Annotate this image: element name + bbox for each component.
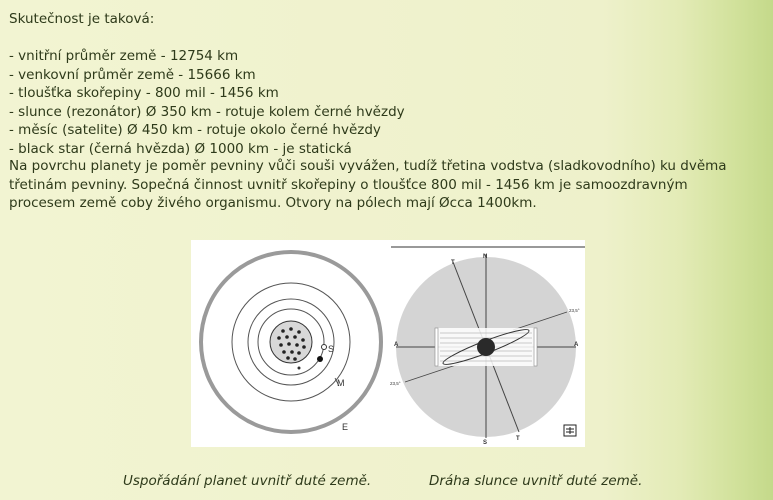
north-label: N: [483, 254, 488, 260]
facts-list: [9, 47, 405, 158]
figure-svg: [191, 240, 585, 447]
angle-right-label: 23,5°: [569, 308, 580, 313]
moon-label: M: [337, 378, 345, 388]
caption-sun-orbit: Dráha slunce uvnitř duté země.: [429, 473, 643, 489]
moon-body: [317, 356, 323, 362]
fact-shell-thickness: - tloušťka skořepiny - 800 mil - 1456 km: [9, 85, 279, 101]
fact-black-star: - black star (černá hvězda) Ø 1000 km - je statická: [9, 140, 352, 157]
sun-path-right-edge: [534, 328, 537, 366]
fact-moon: - měsíc (satelite) Ø 450 km - rotuje okolo černé hvězdy: [9, 122, 381, 138]
earth-label: E: [342, 422, 349, 432]
fact-sun: - slunce (rezonátor) Ø 350 km - rotuje kolem černé hvězdy: [9, 103, 405, 120]
heading: Skutečnost je taková:: [9, 11, 155, 27]
central-black-star: [477, 338, 495, 356]
caption-planet-arrangement: Uspořádání planet uvnitř duté země.: [123, 473, 372, 489]
angle-left-label: 23,5°: [390, 381, 401, 386]
fact-outer-diameter: - venkovní průměr země - 15666 km: [9, 66, 256, 83]
small-body: [298, 367, 301, 370]
sun-path-left-edge: [435, 328, 438, 366]
planet-arrangement-diagram: [201, 252, 381, 432]
publisher-logo-icon: [564, 425, 576, 436]
description-paragraph: Na povrchu planety je poměr pevniny vůči souši vyvážen, tudíž třetina vodstva (sladkovodního) ku dvěma třetinám pevniny. Sopečná činnost uvnitř skořepiny o tloušťce 800 mil - 1456 km je samoozdravným procesem země coby živého organismu. Otvory na pólech mají Øcca 1400km.: [9, 158, 727, 211]
fact-inner-diameter: - vnitřní průměr země - 12754 km: [9, 48, 239, 64]
tilt-bottom-label: T: [516, 436, 520, 442]
axis-left-label: A: [394, 342, 399, 348]
tilt-top-label: T: [451, 260, 455, 266]
south-label: S: [483, 440, 488, 446]
sun-body: [322, 345, 327, 350]
axis-right-label: A: [574, 342, 579, 348]
sun-orbit-diagram: [390, 247, 585, 446]
sun-label: S: [328, 344, 335, 354]
hollow-earth-figure: [191, 240, 585, 447]
